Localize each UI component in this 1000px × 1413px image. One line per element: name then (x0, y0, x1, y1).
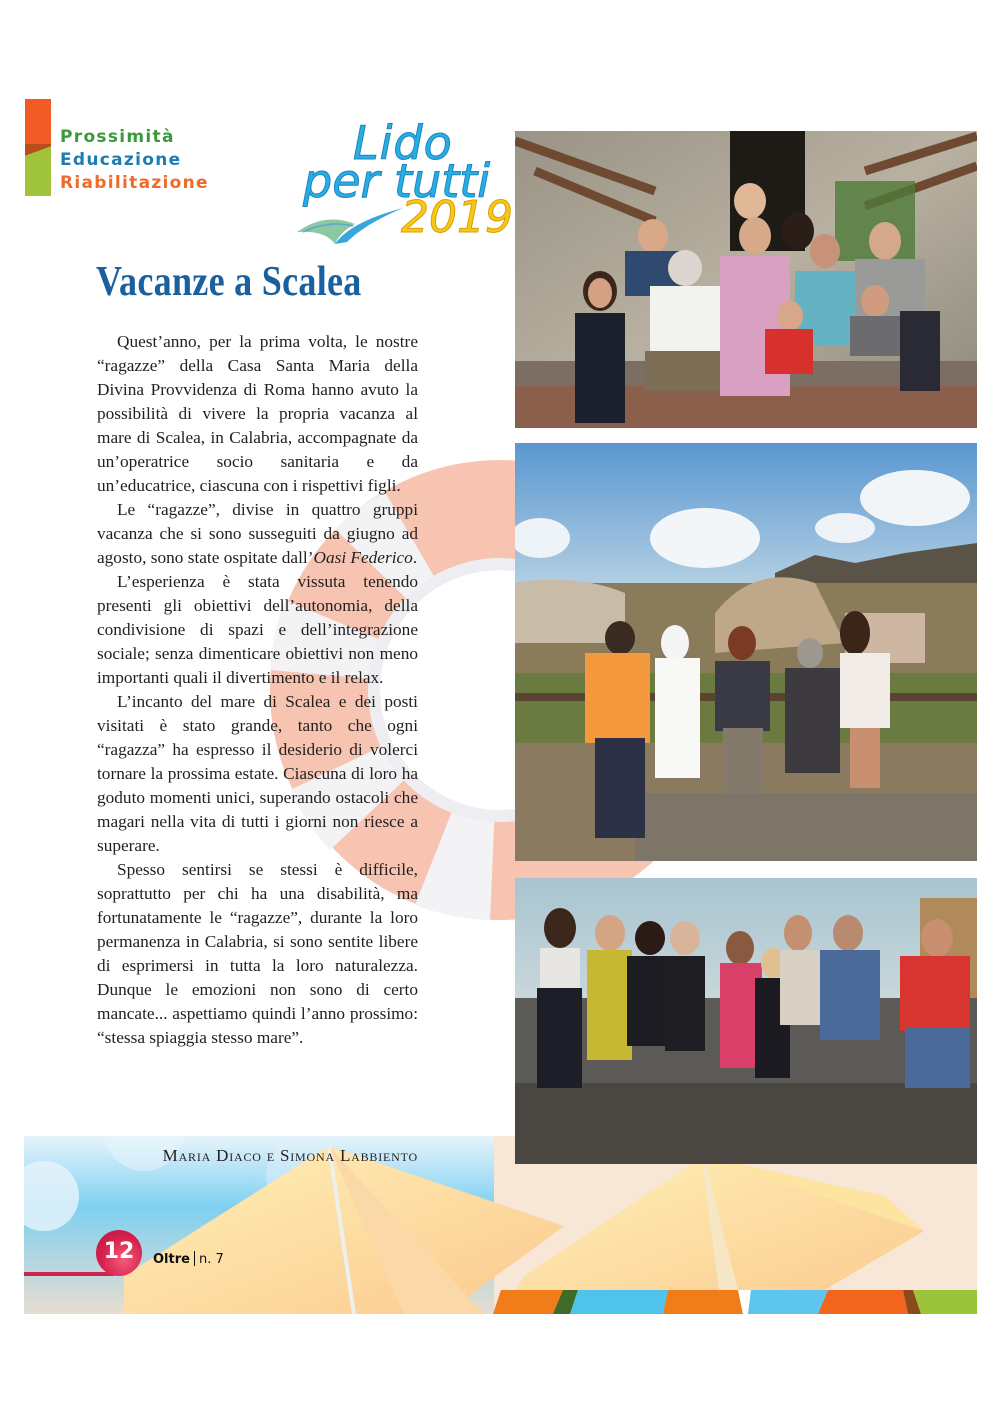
article-paragraph: Spesso sentirsi se stessi è difficile, soprattutto per chi ha una disabilità, ma fortunatamente le “ragazze”, durante la loro permanenza in Calabria, si sono sentite libere di esprimersi in tutta la loro naturalezza. Dunque le emozioni non sono di certo mancate... aspettiamo quindi l’anno prossimo: “stessa spiaggia stesso mare”. (97, 860, 418, 1047)
article-paragraph: Quest’anno, per la prima volta, le nostre “ragazze” della Casa Santa Maria della Divina Provvidenza di Roma hanno avuto la possibilità di vivere la propria vacanza al mare di Scalea, in Calabria, accompagnate da un’operatrice socio sanitaria e da un’educatrice, ciascuna con i rispettivi figli. (97, 332, 418, 495)
section-labels (60, 126, 209, 195)
stripe-blue (570, 1290, 668, 1314)
section-color-bar (25, 99, 51, 196)
lido-per-tutti-logo (295, 116, 520, 246)
section-label-prossimita: Prossimità (60, 127, 175, 147)
article-title: Vacanze a Scalea (96, 259, 362, 305)
stripe-orange (818, 1290, 908, 1314)
footer-separator (194, 1251, 195, 1266)
color-stripe-band (493, 1290, 977, 1314)
magazine-footer (153, 1251, 224, 1267)
photo-group-on-wall (515, 878, 977, 1164)
footer-rule (24, 1272, 114, 1276)
article-byline: Maria Diaco e Simona Labbiento (162, 1146, 418, 1165)
seagull-wave-icon (295, 202, 405, 246)
page-number-badge: 12 (96, 1230, 142, 1276)
logo-year: 2019 (401, 192, 513, 243)
photo-group-on-steps (515, 131, 977, 428)
logo-line-per-tutti: per tutti (303, 154, 491, 208)
magazine-name: Oltre (153, 1252, 190, 1267)
issue-number: n. 7 (198, 1252, 224, 1267)
stripe-orange (493, 1290, 563, 1314)
stripe-orange (663, 1290, 743, 1314)
place-name: Oasi Federico (313, 548, 413, 567)
stripe-green (913, 1290, 977, 1314)
section-label-riabilitazione: Riabilitazione (60, 173, 209, 193)
article-paragraph: L’esperienza è stata vissuta tenendo presenti gli obiettivi dell’autonomia, della condivisione di spazi e dell’integrazione sociale; senza dimenticare obiettivi non meno importanti quali il divertimento e il relax. (97, 572, 418, 687)
section-label-educazione: Educazione (60, 150, 182, 170)
article-body (97, 330, 418, 1050)
logo-line-lido: Lido (353, 116, 453, 170)
article-paragraph: L’incanto del mare di Scalea e dei posti visitati è stato grande, tanto che ogni “ragazza” ha espresso il desiderio di volerci tornare la prossima estate. Ciascuna di loro ha goduto momenti unici, superando ostacoli che magari nella vita di tutti i giorni non riesce a superare. (97, 692, 418, 855)
photo-group-scalea-panorama (515, 443, 977, 861)
article-paragraph: Le “ragazze”, divise in quattro gruppi vacanza che si sono susseguiti da giugno ad agosto, sono state ospitate dall’Oasi Federico. (97, 500, 418, 567)
stripe-blue (748, 1290, 828, 1314)
